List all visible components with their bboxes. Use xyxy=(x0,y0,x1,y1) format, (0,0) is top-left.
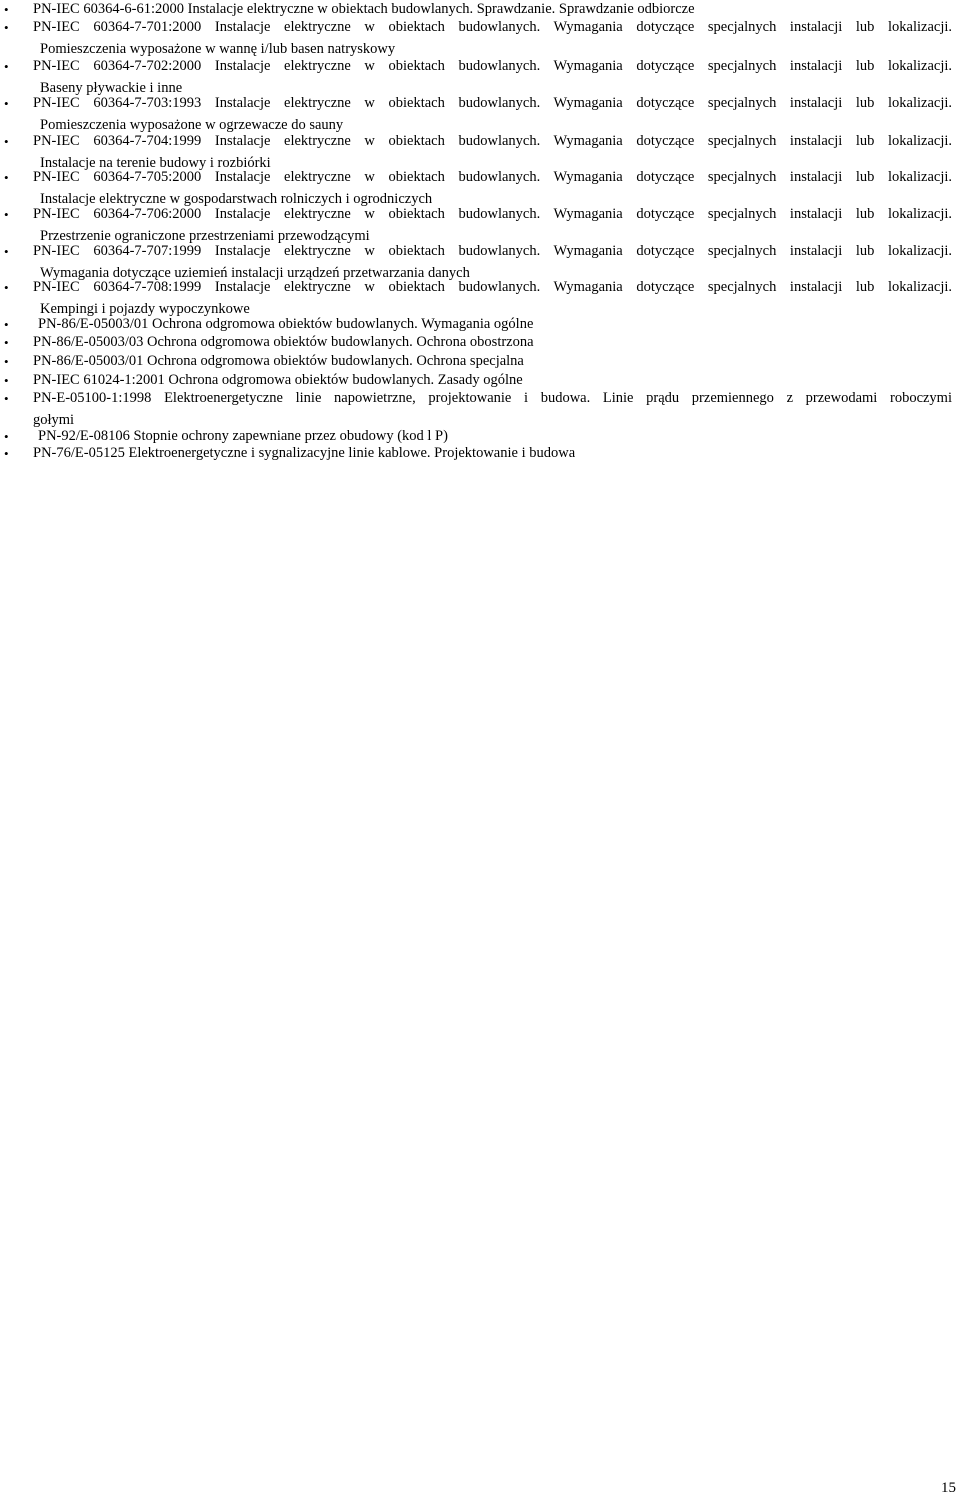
list-item-text xyxy=(33,444,575,463)
standard-code: PN-E-05100-1:1998 xyxy=(33,390,152,406)
standard-title: Instalacje elektryczne w obiektach budowlanych. Sprawdzanie. Sprawdzanie odbiorcze xyxy=(187,1,695,17)
standard-code: PN-IEC 60364-6-61:2000 xyxy=(33,1,185,17)
list-item-text xyxy=(33,0,695,19)
standard-title: Stopnie ochrony zapewniane przez obudowy (kod l P) xyxy=(133,428,448,444)
standard-title: Instalacje elektryczne w obiektach budowlanych. Wymagania dotyczące specjalnych instalacji lub lokalizacji. xyxy=(214,95,952,111)
list-item-text xyxy=(33,352,524,371)
bullet-icon: • xyxy=(4,170,9,185)
bullet-icon: • xyxy=(4,391,9,406)
bullet-icon: • xyxy=(4,317,9,332)
bullet-icon: • xyxy=(4,96,9,111)
standard-subtitle: Wymagania dotyczące uziemień instalacji urządzeń przetwarzania danych xyxy=(40,265,470,281)
standard-title: Instalacje elektryczne w obiektach budowlanych. Wymagania dotyczące specjalnych instalacji lub lokalizacji. xyxy=(214,58,952,74)
standard-title: Instalacje elektryczne w obiektach budowlanych. Wymagania dotyczące specjalnych instalacji lub lokalizacji. xyxy=(214,169,952,185)
standard-title: Ochrona odgromowa obiektów budowlanych. Wymagania ogólne xyxy=(151,316,534,332)
list-item-text xyxy=(33,278,952,297)
standard-title: Instalacje elektryczne w obiektach budowlanych. Wymagania dotyczące specjalnych instalacji lub lokalizacji. xyxy=(214,19,952,35)
standard-title: Ochrona odgromowa obiektów budowlanych. Ochrona obostrzona xyxy=(146,334,534,350)
list-item-text xyxy=(33,18,952,37)
list-item-text xyxy=(33,242,952,261)
bullet-icon: • xyxy=(4,134,9,149)
standard-title: Ochrona odgromowa obiektów budowlanych. Ochrona specjalna xyxy=(146,353,524,369)
list-item-text xyxy=(33,371,523,390)
standard-code: PN-92/E-08106 xyxy=(38,428,130,444)
standard-code: PN-86/E-05003/01 xyxy=(33,353,144,369)
standard-code: PN-IEC 60364-7-704:1999 xyxy=(33,133,202,149)
bullet-icon: • xyxy=(4,335,9,350)
page-number: 15 xyxy=(941,1480,956,1496)
bullet-icon: • xyxy=(4,59,9,74)
standard-title: Instalacje elektryczne w obiektach budowlanych. Wymagania dotyczące specjalnych instalacji lub lokalizacji. xyxy=(214,133,952,149)
standard-subtitle: Instalacje elektryczne w gospodarstwach rolniczych i ogrodniczych xyxy=(40,191,433,207)
list-item-text xyxy=(33,205,952,224)
standard-code: PN-IEC 61024-1:2001 xyxy=(33,372,165,388)
list-item-text xyxy=(33,333,534,352)
bullet-icon: • xyxy=(4,20,9,35)
standard-code: PN-86/E-05003/01 xyxy=(38,316,149,332)
list-item-text xyxy=(33,132,952,151)
standard-code: PN-IEC 60364-7-701:2000 xyxy=(33,19,202,35)
standard-code: PN-IEC 60364-7-702:2000 xyxy=(33,58,202,74)
standard-subtitle: Pomieszczenia wyposażone w wannę i/lub basen natryskowy xyxy=(40,41,396,57)
standard-subtitle: gołymi xyxy=(33,412,75,428)
bullet-icon: • xyxy=(4,354,9,369)
list-item-text xyxy=(33,94,952,113)
standard-title: Elektroenergetyczne linie napowietrzne, projektowanie i budowa. Linie prądu przemiennego z przewodami roboczymi xyxy=(164,390,952,406)
standard-code: PN-IEC 60364-7-706:2000 xyxy=(33,206,202,222)
bullet-icon: • xyxy=(4,373,9,388)
standard-code: PN-IEC 60364-7-707:1999 xyxy=(33,243,202,259)
standard-title: Ochrona odgromowa obiektów budowlanych. Zasady ogólne xyxy=(168,372,523,388)
standard-code: PN-86/E-05003/03 xyxy=(33,334,144,350)
bullet-icon: • xyxy=(4,280,9,295)
standard-title: Elektroenergetyczne i sygnalizacyjne linie kablowe. Projektowanie i budowa xyxy=(128,445,576,461)
bullet-icon: • xyxy=(4,244,9,259)
standard-title: Instalacje elektryczne w obiektach budowlanych. Wymagania dotyczące specjalnych instalacji lub lokalizacji. xyxy=(214,206,952,222)
list-item-text xyxy=(33,57,952,76)
list-item-text xyxy=(38,315,533,334)
standard-code: PN-76/E-05125 xyxy=(33,445,125,461)
standard-code: PN-IEC 60364-7-708:1999 xyxy=(33,279,202,295)
list-item-text xyxy=(33,168,952,187)
standard-title: Instalacje elektryczne w obiektach budowlanych. Wymagania dotyczące specjalnych instalacji lub lokalizacji. xyxy=(214,279,952,295)
list-item-text xyxy=(33,389,952,408)
bullet-icon: • xyxy=(4,429,9,444)
standard-subtitle: Przestrzenie ograniczone przestrzeniami przewodzącymi xyxy=(40,228,370,244)
standard-subtitle: Pomieszczenia wyposażone w ogrzewacze do sauny xyxy=(40,117,344,133)
standard-subtitle: Instalacje na terenie budowy i rozbiórki xyxy=(40,155,271,171)
standard-title: Instalacje elektryczne w obiektach budowlanych. Wymagania dotyczące specjalnych instalacji lub lokalizacji. xyxy=(214,243,952,259)
bullet-icon: • xyxy=(4,207,9,222)
standard-code: PN-IEC 60364-7-703:1993 xyxy=(33,95,202,111)
bullet-icon: • xyxy=(4,2,9,17)
standard-subtitle: Kempingi i pojazdy wypoczynkowe xyxy=(40,301,250,317)
standard-subtitle: Baseny pływackie i inne xyxy=(40,80,183,96)
bullet-icon: • xyxy=(4,446,9,461)
standard-code: PN-IEC 60364-7-705:2000 xyxy=(33,169,202,185)
